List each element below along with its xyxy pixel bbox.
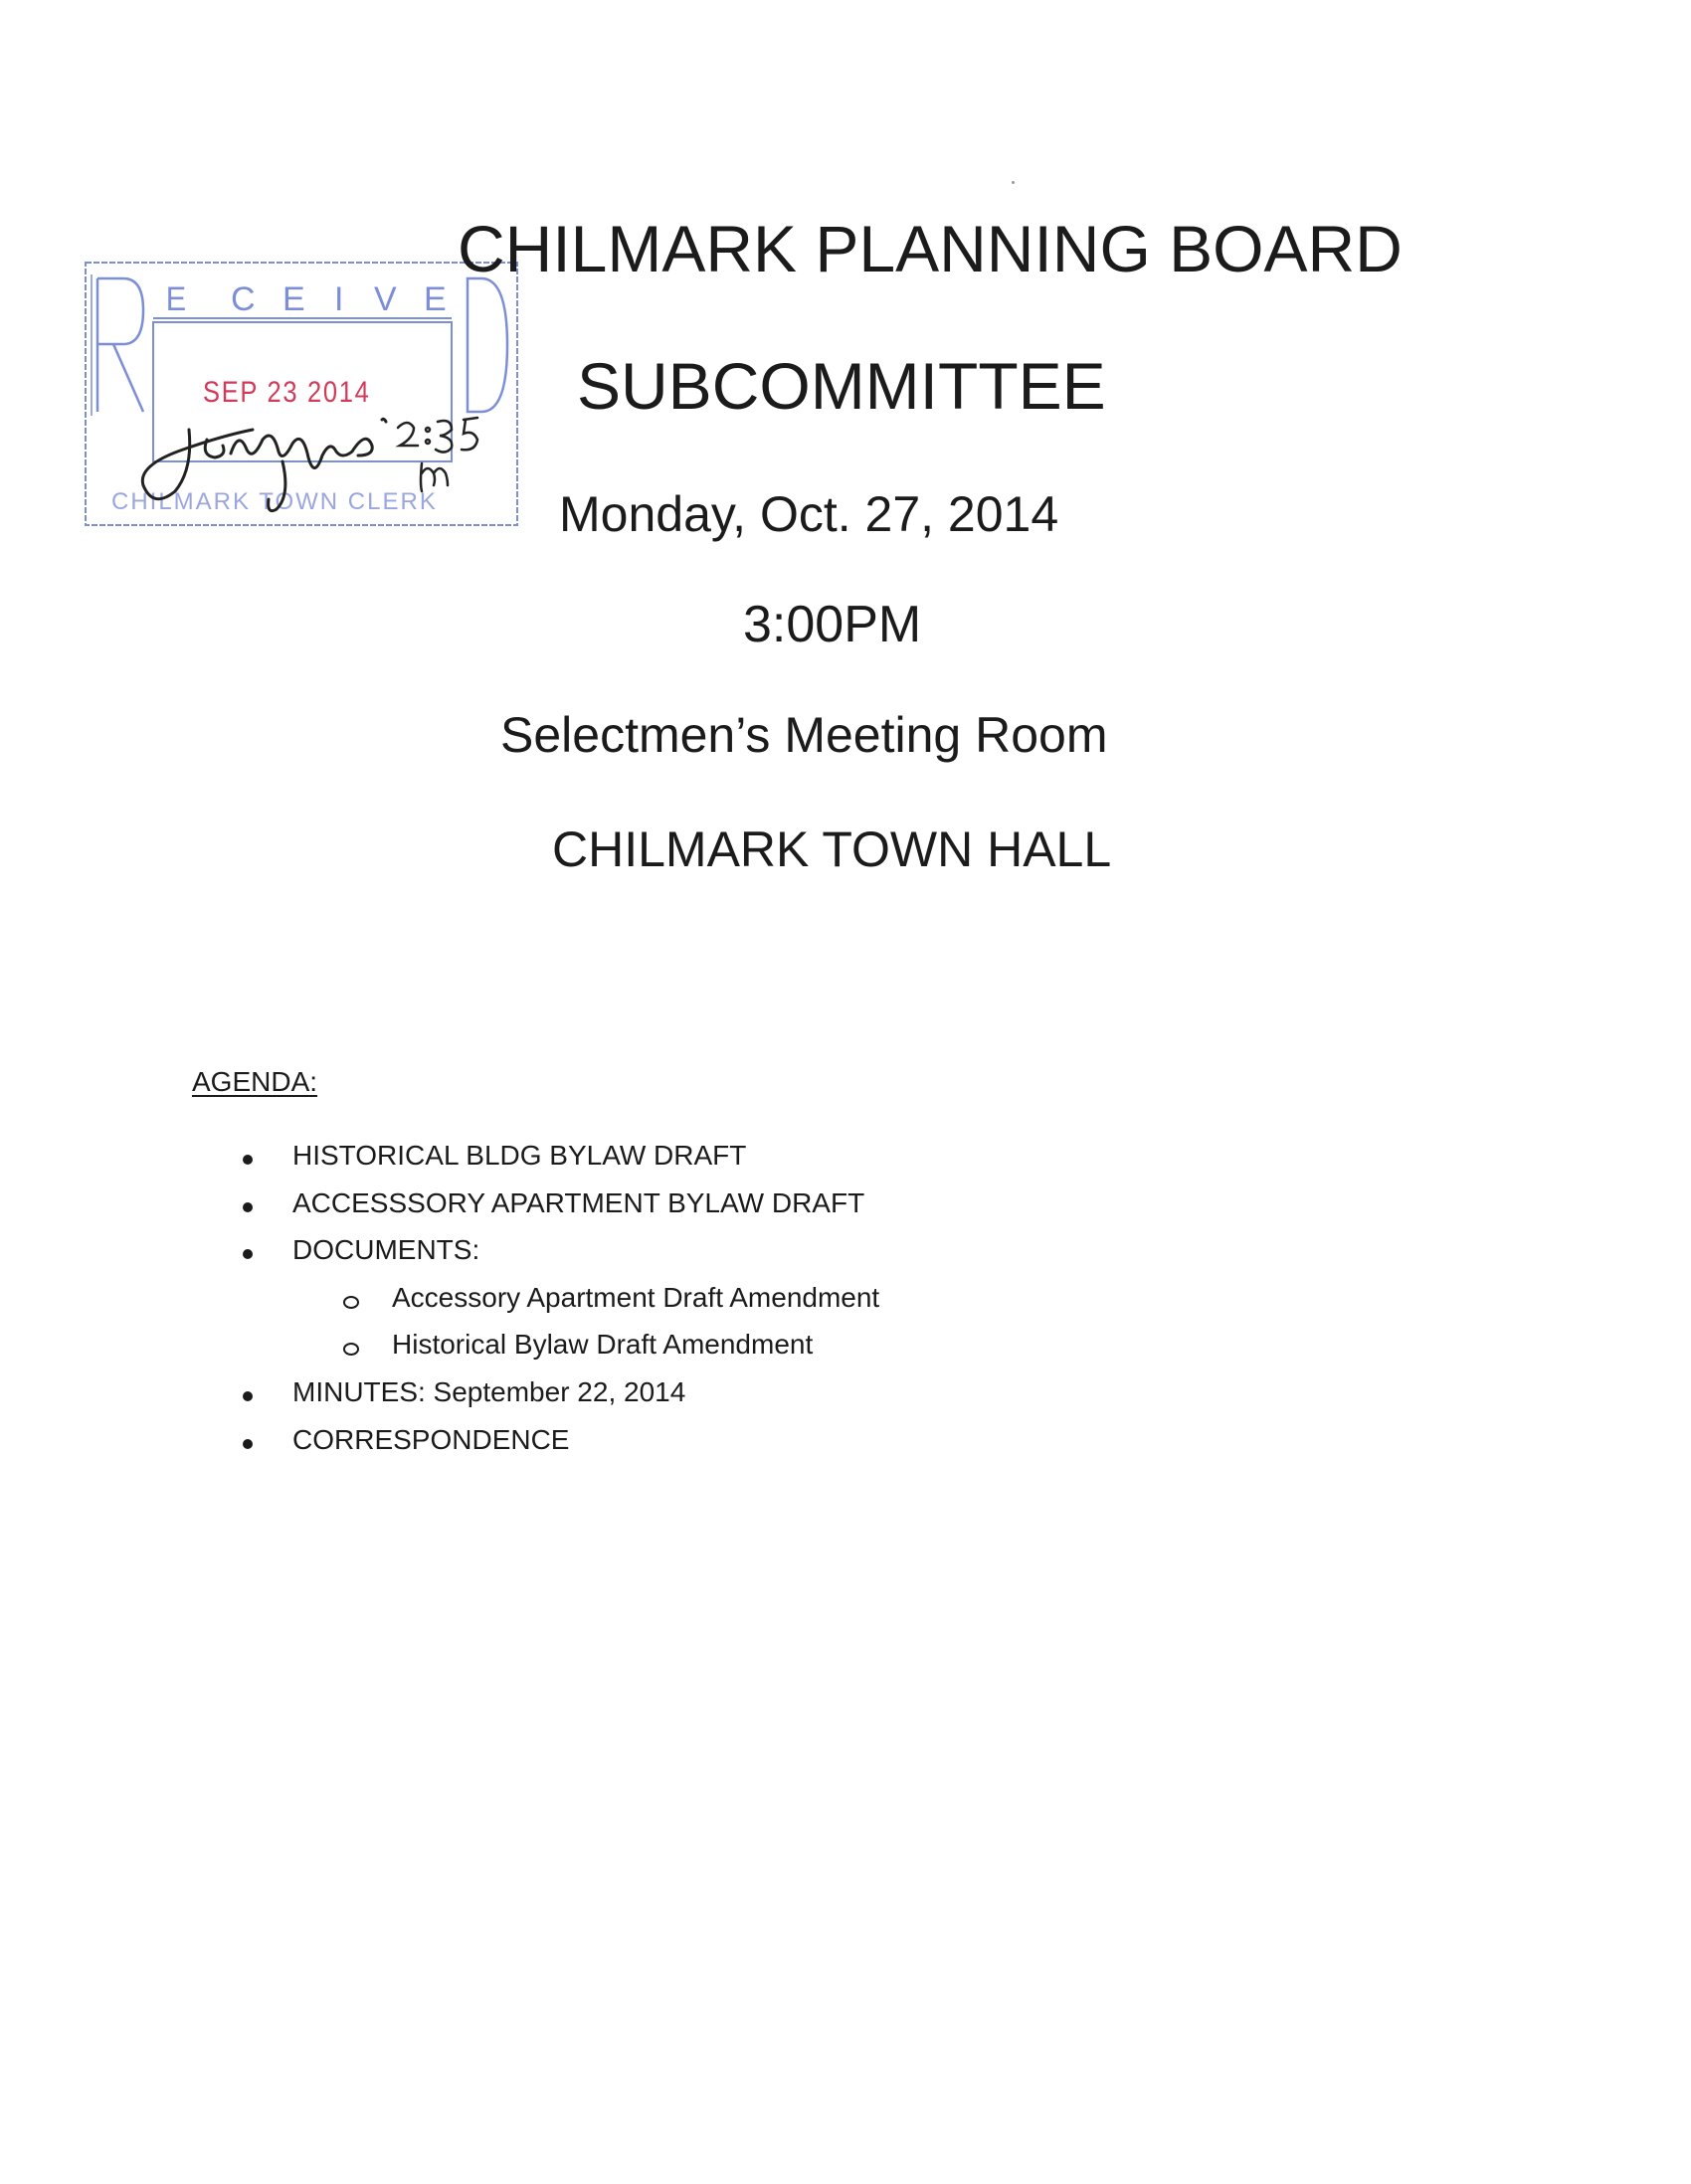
svg-text:C: C [231,280,256,318]
board-title: CHILMARK PLANNING BOARD [458,212,1403,285]
meeting-time: 3:00PM [743,596,922,653]
svg-text:E: E [282,280,305,318]
stamp-date: SEP 23 2014 [203,376,371,409]
agenda-item: ACCESSSORY APARTMENT BYLAW DRAFT [292,1187,865,1218]
bullet-icon [243,1439,253,1449]
agenda-item: DOCUMENTS: [292,1234,480,1265]
scan-speck [1012,181,1015,184]
bullet-icon [243,1391,253,1401]
svg-text:E: E [424,280,447,318]
agenda-title: AGENDA: [192,1066,318,1097]
circle-bullet-icon [343,1296,359,1309]
signature-scribble [123,400,541,539]
svg-text:E: E [165,279,187,318]
bullet-icon [243,1202,253,1212]
bullet-icon [243,1155,253,1165]
svg-text:CHILMARK TOWN CLERK: CHILMARK TOWN CLERK [111,488,438,515]
meeting-date: Monday, Oct. 27, 2014 [559,486,1059,542]
meeting-place: CHILMARK TOWN HALL [552,821,1112,877]
agenda-item: MINUTES: September 22, 2014 [292,1376,686,1407]
svg-text:I: I [334,280,344,318]
document-item: Accessory Apartment Draft Amendment [392,1282,880,1313]
document-item: Historical Bylaw Draft Amendment [392,1329,814,1360]
agenda-item: HISTORICAL BLDG BYLAW DRAFT [292,1140,747,1171]
agenda-item: CORRESPONDENCE [292,1424,570,1455]
circle-bullet-icon [343,1343,359,1356]
svg-text:V: V [374,280,397,318]
subcommittee-title: SUBCOMMITTEE [577,349,1106,423]
meeting-room: Selectmen’s Meeting Room [500,707,1108,763]
bullet-icon [243,1249,253,1259]
received-stamp [84,261,521,529]
